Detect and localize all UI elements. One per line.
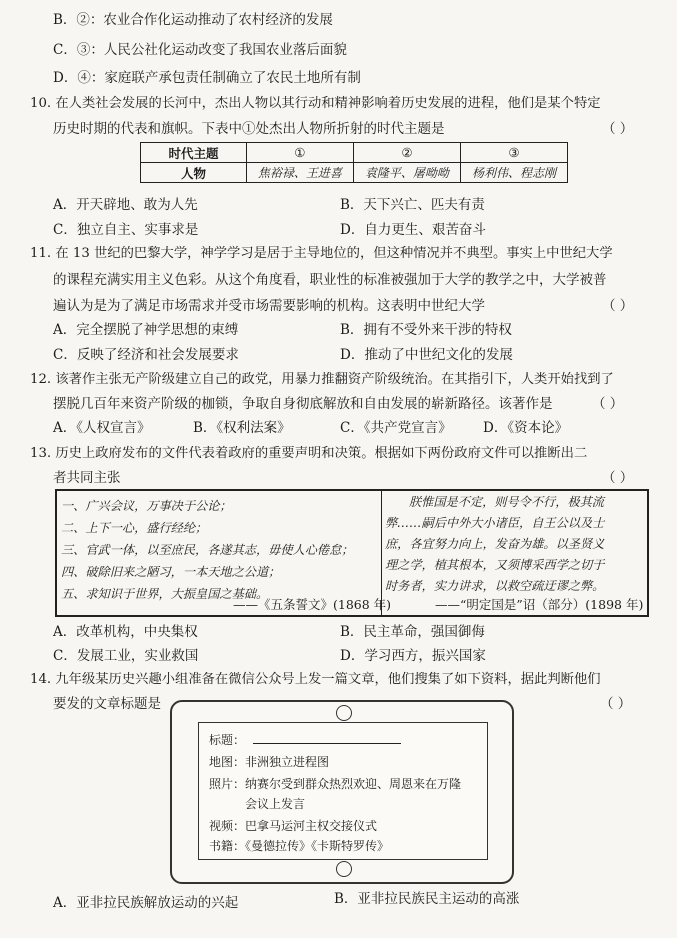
q10-answer-bracket[interactable]: （ ） [602,121,634,137]
q11-stem-line2: 的课程充满实用主义色彩。从这个角度看，职业性的标准被强加于大学的教学之中，大学被普 [53,272,607,288]
left-doc-line: 一、广兴会议，万事决于公论； [61,499,232,513]
right-doc-line: 时务者，实力讲求，以救空疏迂谬之弊。 [385,579,605,593]
q11-option-b[interactable]: B．拥有不受外来干涉的特权 [340,322,512,338]
q14-option-a[interactable]: A．亚非拉民族解放运动的兴起 [53,895,239,911]
q12-option-b[interactable]: B．《权利法案》 [193,420,291,436]
q12-option-c[interactable]: C．《共产党宣言》 [340,420,452,436]
q10-stem-line1: 10. 在人类社会发展的长河中，杰出人物以其行动和精神影响着历史发展的进程，他们是某个特定 [30,96,601,111]
q13-stem-line2: 者共同主张 [53,470,121,486]
q12-option-d[interactable]: D．《资本论》 [483,420,569,436]
q13-stem-line1: 13. 历史上政府发布的文件代表着政府的重要声明和决策。根据如下两份政府文件可以推断出二 [30,446,588,461]
card-map: 地图：非洲独立进程图 [209,755,330,769]
q10-option-c[interactable]: C．独立自主、实事求是 [53,222,199,238]
q11-option-d[interactable]: D．推动了中世纪文化的发展 [340,347,513,363]
card-photo: 照片：纳赛尔受到群众热烈欢迎、周恩来在万隆 [209,777,462,791]
q9-option-d[interactable]: D．④：家庭联产承包责任制确立了农民土地所有制 [53,70,361,86]
q10-table [140,142,568,183]
table-cell-2: ② [353,143,460,163]
q10-option-a[interactable]: A．开天辟地、敢为人先 [53,197,198,213]
q11-option-c[interactable]: C．反映了经济和社会发展要求 [53,347,239,363]
right-doc-source: ——“明定国是”诏（部分）(1898 年) [435,597,644,612]
left-doc-line: 五、求知识于世界，大振皇国之基础。 [61,587,269,601]
title-blank-line [253,743,401,744]
table-cell-3: ③ [460,143,567,163]
card-video: 视频：巴拿马运河主权交接仪式 [209,819,378,833]
q10-option-d[interactable]: D．自力更生、艰苦奋斗 [340,222,486,238]
q9-option-c[interactable]: C．③：人民公社化运动改变了我国农业落后面貌 [53,42,347,58]
q9-option-b[interactable]: B．②：农业合作化运动推动了农村经济的发展 [53,12,333,28]
left-doc-line: 四、破除旧来之陋习，一本天地之公道； [61,565,281,579]
q13-option-c[interactable]: C．发展工业，实业救国 [53,648,199,664]
table-cell-era-label: 时代主题 [141,143,247,163]
q12-stem-line2: 摆脱几百年来资产阶级的枷锁，争取自身彻底解放和自由发展的崭新路径。该著作是 [53,396,553,412]
table-cell-persons-1: 焦裕禄、王进喜 [246,163,353,183]
q13-documents-box [55,489,649,617]
table-cell-persons-2: 袁隆平、屠呦呦 [353,163,460,183]
left-doc-line: 三、官武一体，以至庶民，各遂其志，毋使人心倦怠； [61,543,354,557]
q12-answer-bracket[interactable]: （ ） [592,396,624,412]
left-doc-source: ——《五条誓文》(1868 年) [233,597,392,612]
card-photo-cont: 会议上发言 [245,797,306,811]
q14-stem-line1: 14. 九年级某历史兴趣小组准备在微信公众号上发一篇文章，他们搜集了如下资料，据此判断他们 [30,672,601,687]
table-row [141,163,568,183]
table-cell-person-label: 人物 [141,163,247,183]
q14-stem-line2: 要发的文章标题是 [53,696,161,712]
right-doc-line: 庶，各宜努力向上，发奋为雄。以圣贤义 [385,537,605,551]
q11-answer-bracket[interactable]: （ ） [602,298,634,314]
table-row [141,143,568,163]
table-cell-1: ① [246,143,353,163]
q10-stem-line2: 历史时期的代表和旗帜。下表中①处杰出人物所折射的时代主题是 [53,121,445,137]
right-doc-line: 理之学，植其根本，又须博采西学之切于 [385,558,605,572]
q12-option-a[interactable]: A．《人权宣言》 [53,420,151,436]
tablet-screen [198,722,488,860]
home-button-icon [336,861,352,877]
q14-option-b[interactable]: B．亚非拉民族民主运动的高涨 [334,891,520,907]
q14-answer-bracket[interactable]: （ ） [600,696,632,712]
q12-stem-line1: 12. 该著作主张无产阶级建立自己的政党，用暴力推翻资产阶级统治。在其指引下，人类开始找到了 [30,372,614,387]
q11-option-a[interactable]: A．完全摆脱了神学思想的束缚 [53,322,239,338]
q10-option-b[interactable]: B．天下兴亡、匹夫有责 [340,197,485,213]
q13-option-d[interactable]: D．学习西方，振兴国家 [340,648,486,664]
q13-answer-bracket[interactable]: （ ） [602,470,634,486]
q11-stem-line1: 11. 在 13 世纪的巴黎大学，神学学习是居于主导地位的，但这种情况并不典型。事实上中世纪大学 [30,246,613,261]
right-doc-line: 朕惟国是不定，则号令不行，极其流 [409,495,604,509]
right-doc-line: 弊……嗣后中外大小诸臣，自王公以及士 [385,516,605,530]
table-cell-persons-3: 杨利伟、程志刚 [460,163,567,183]
left-doc-line: 二、上下一心，盛行经纶； [61,521,208,535]
q11-stem-line3: 遍认为是为了满足市场需求并受市场需要影响的机构。这表明中世纪大学 [53,298,485,314]
q13-option-b[interactable]: B．民主革命，强国御侮 [340,624,485,640]
camera-icon [336,705,352,721]
q13-option-a[interactable]: A．改革机构，中央集权 [53,624,198,640]
tablet-frame [170,700,514,884]
card-title-label: 标题： [209,733,246,747]
card-books: 书籍：《曼德拉传》《卡斯特罗传》 [209,839,390,853]
